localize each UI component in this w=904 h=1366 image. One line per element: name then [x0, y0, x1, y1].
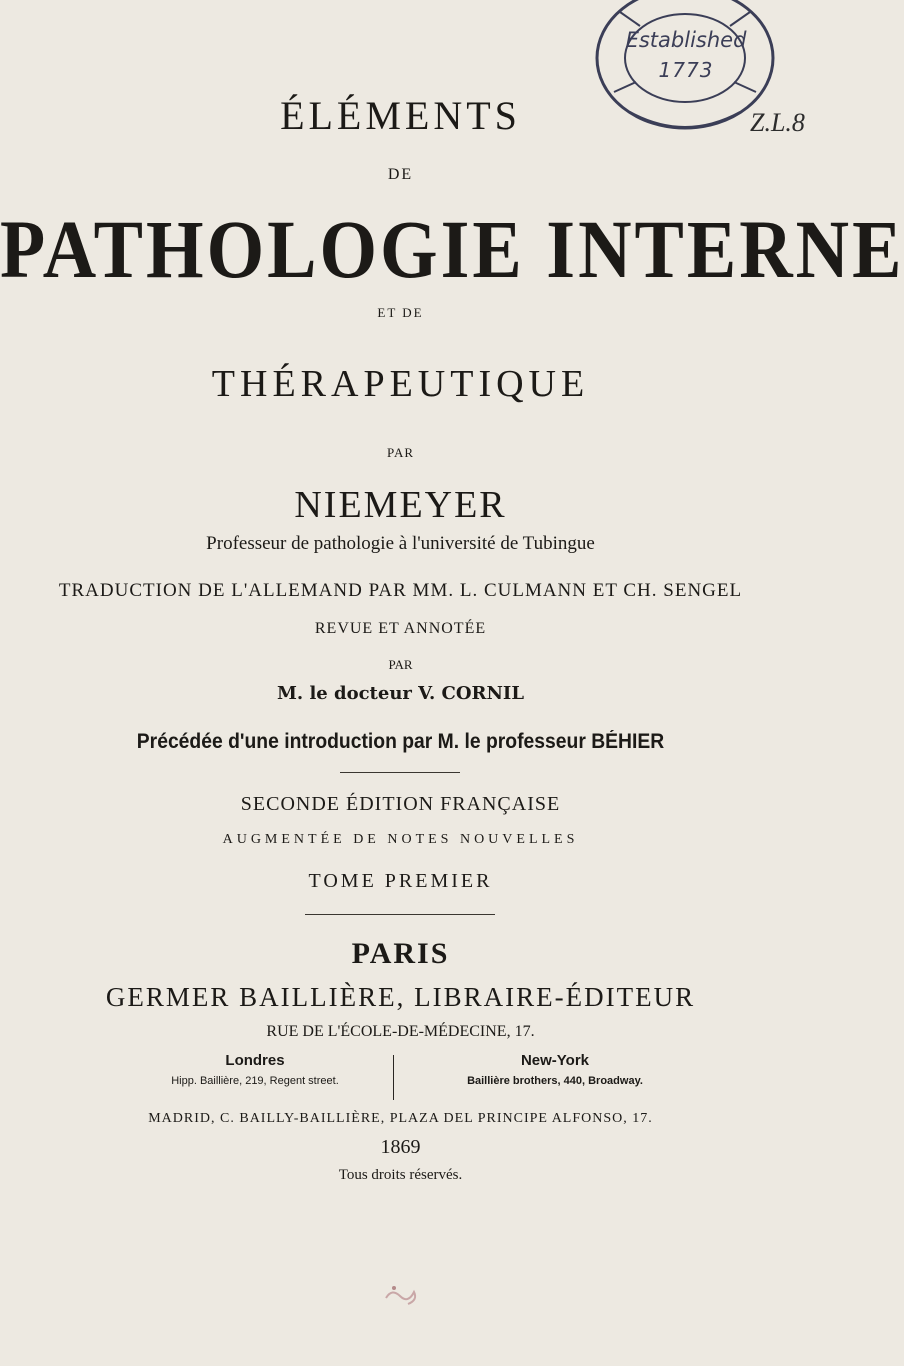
author-name: NIEMEYER — [294, 484, 507, 526]
stamp-established: Established — [625, 28, 747, 52]
divider-rule — [340, 772, 460, 773]
branch-newyork-city: New-York — [520, 1052, 590, 1069]
stamp-year: 1773 — [658, 58, 714, 82]
edition-label: SECONDE ÉDITION FRANÇAISE — [240, 793, 561, 815]
branch-newyork-address: Baillière brothers, 440, Broadway. — [467, 1075, 643, 1087]
edition-augmentee: AUGMENTÉE DE NOTES NOUVELLES — [222, 832, 579, 847]
ink-mark-icon — [382, 1282, 422, 1312]
imprint-publisher: GERMER BAILLIÈRE, LIBRAIRE-ÉDITEUR — [105, 982, 696, 1012]
title-de: DE — [387, 166, 414, 183]
divider-rule — [305, 914, 495, 915]
author-par: PAR — [386, 445, 415, 460]
imprint-address: RUE DE L'ÉCOLE-DE-MÉDECINE, 17. — [266, 1023, 535, 1040]
translation-credit: TRADUCTION DE L'ALLEMAND PAR MM. L. CULMANN ET CH. SENGEL — [58, 580, 743, 601]
volume-label: TOME PREMIER — [308, 870, 493, 892]
introduction-credit: Précédée d'une introduction par M. le professeur BÉHIER — [136, 730, 665, 753]
editor-name: M. le docteur V. CORNIL — [276, 683, 525, 704]
title-et-de: ET DE — [377, 305, 424, 320]
branch-london-city: Londres — [225, 1052, 285, 1069]
imprint-year: 1869 — [380, 1136, 421, 1158]
branch-london-address: Hipp. Baillière, 219, Regent street. — [171, 1075, 339, 1087]
imprint-rights: Tous droits réservés. — [338, 1167, 463, 1183]
revision-note: REVUE ET ANNOTÉE — [314, 620, 487, 637]
imprint-city: PARIS — [351, 937, 450, 970]
revision-par: PAR — [388, 657, 413, 672]
shelfmark: Z.L.8 — [750, 108, 805, 137]
imprint-madrid: MADRID, C. BAILLY-BAILLIÈRE, PLAZA DEL PRINCIPE ALFONSO, 17. — [148, 1111, 653, 1126]
title-therapeutique: THÉRAPEUTIQUE — [211, 363, 590, 405]
stamp-text — [616, 28, 756, 82]
title-elements: ÉLÉMENTS — [280, 93, 521, 138]
branch-london — [120, 1052, 390, 1087]
author-role: Professeur de pathologie à l'université de Tubingue — [206, 533, 595, 554]
branch-divider — [393, 1055, 394, 1100]
title-pathologie-interne: PATHOLOGIE INTERNE — [0, 204, 904, 296]
branch-newyork — [405, 1052, 705, 1087]
